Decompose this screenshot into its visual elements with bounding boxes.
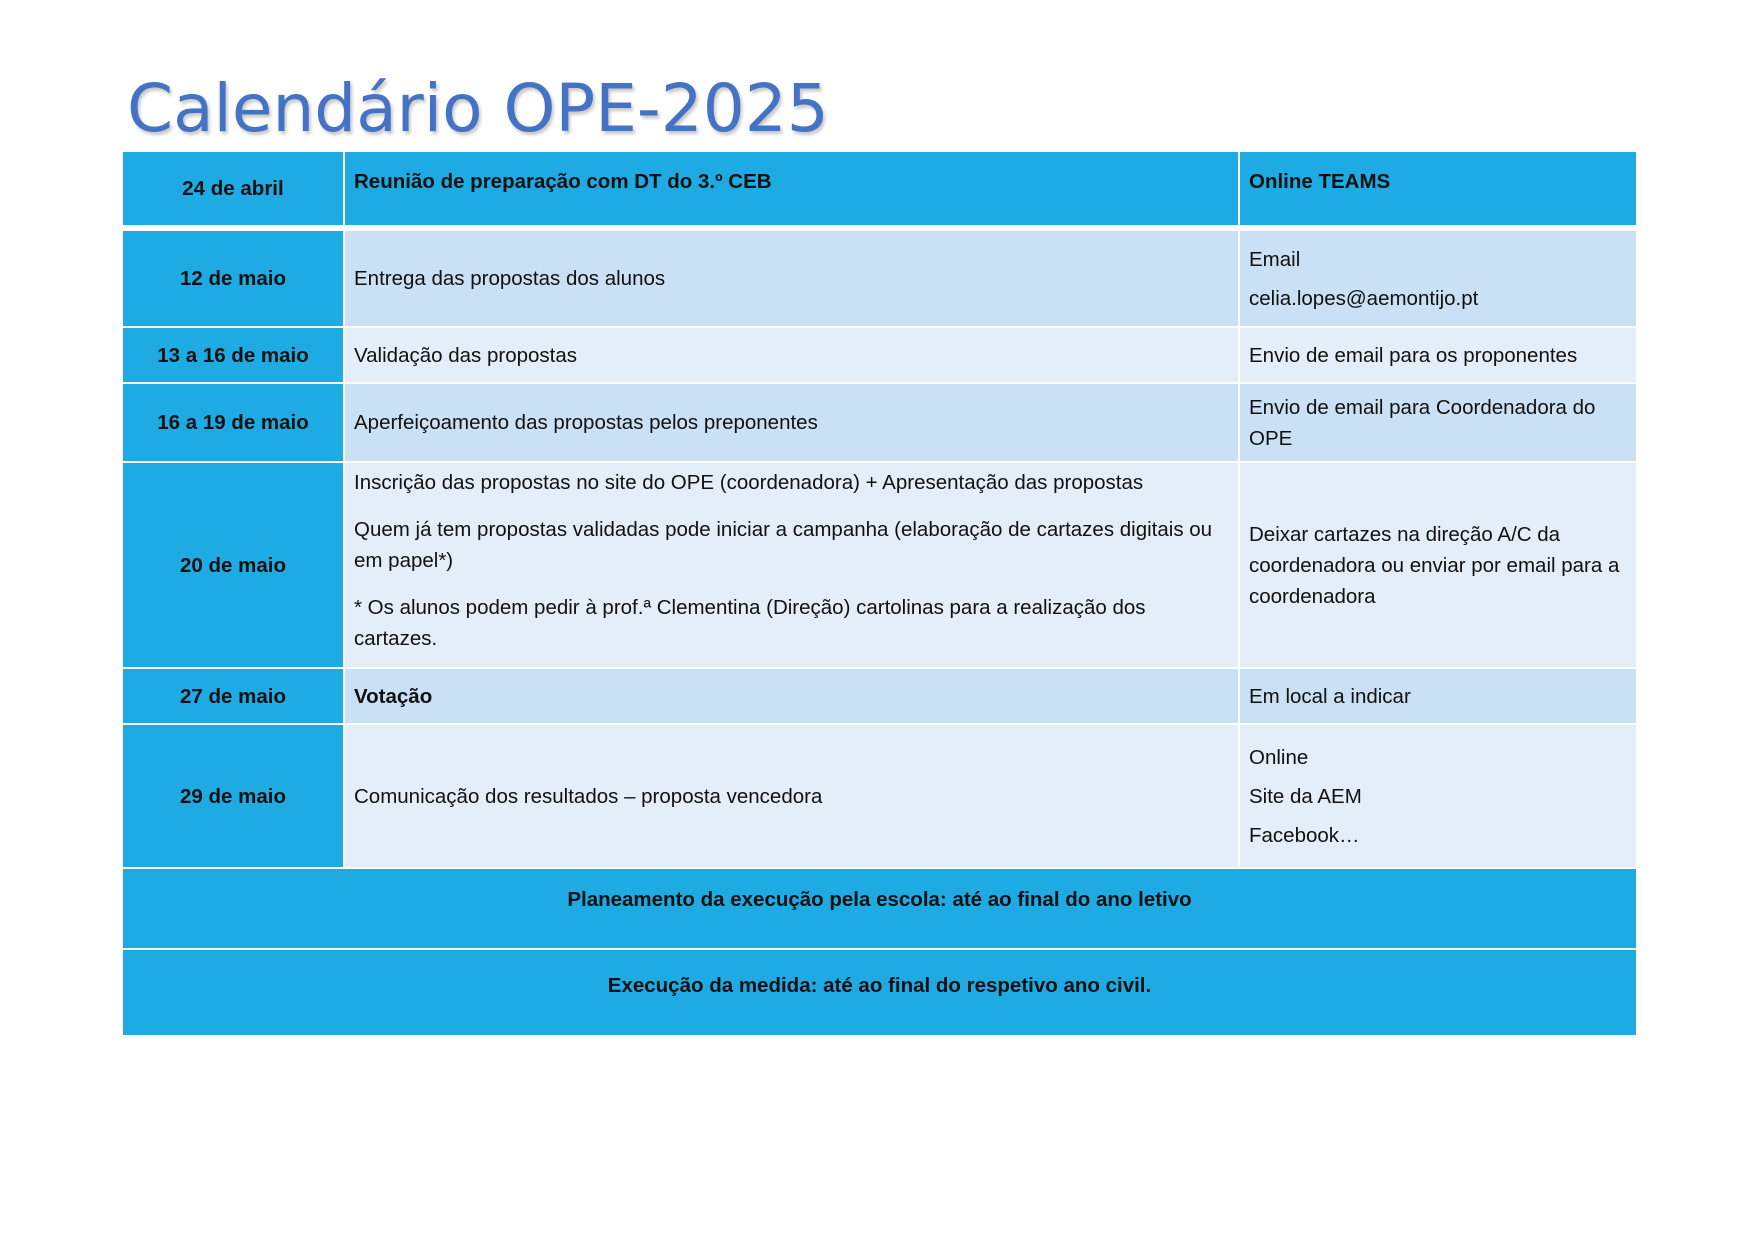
location-text: Site da AEM	[1249, 784, 1362, 808]
email-link[interactable]: celia.lopes@aemontijo.pt	[1249, 286, 1479, 310]
date-cell: 16 a 19 de maio	[123, 384, 345, 463]
activity-text: * Os alunos podem pedir à prof.ª Clementina (Direção) cartolinas para a realização dos cartazes.	[354, 596, 1146, 650]
activity-text: Entrega das propostas dos alunos	[354, 267, 666, 290]
location-text: Deixar cartazes na direção A/C da coordenadora ou enviar por email para a coordenadora	[1249, 522, 1620, 608]
activity-cell	[345, 669, 1240, 725]
location-text: Em local a indicar	[1249, 684, 1411, 708]
location-text: Facebook…	[1249, 823, 1360, 847]
activity-text: Quem já tem propostas validadas pode iniciar a campanha (elaboração de cartazes digitais ou em papel*)	[354, 518, 1213, 572]
activity-text: Inscrição das propostas no site do OPE (coordenadora) + Apresentação das propostas	[354, 471, 1144, 494]
location-text: Online TEAMS	[1249, 170, 1391, 193]
date-cell: 27 de maio	[123, 669, 345, 725]
date-cell: 20 de maio	[123, 463, 345, 669]
location-cell	[1240, 384, 1636, 463]
activity-text: Reunião de preparação com DT do 3.º CEB	[354, 170, 772, 193]
location-text: Envio de email para os proponentes	[1249, 343, 1578, 367]
activity-text: Comunicação dos resultados – proposta vencedora	[354, 784, 823, 808]
page-title: Calendário OPE-2025	[127, 70, 829, 147]
activity-cell	[345, 152, 1240, 231]
date-cell: 24 de abril	[123, 152, 345, 231]
activity-text: Aperfeiçoamento das propostas pelos preponentes	[354, 411, 818, 434]
location-text: Envio de email para Coordenadora do OPE	[1249, 395, 1596, 450]
calendar-table	[123, 152, 1636, 1037]
location-cell	[1240, 152, 1636, 231]
planning-footer-row: Planeamento da execução pela escola: até ao final do ano letivo	[123, 869, 1636, 950]
activity-text: Votação	[354, 684, 433, 708]
location-cell	[1240, 231, 1636, 328]
location-text: Online	[1249, 745, 1309, 769]
activity-text: Validação das propostas	[354, 343, 577, 367]
location-cell	[1240, 669, 1636, 725]
location-cell	[1240, 328, 1636, 384]
activity-cell	[345, 231, 1240, 328]
activity-cell	[345, 384, 1240, 463]
activity-cell	[345, 725, 1240, 869]
date-cell: 12 de maio	[123, 231, 345, 328]
location-text: Email	[1249, 247, 1301, 271]
location-cell	[1240, 463, 1636, 669]
activity-cell	[345, 463, 1240, 669]
execution-footer-row: Execução da medida: até ao final do respetivo ano civil.	[123, 950, 1636, 1037]
date-cell: 29 de maio	[123, 725, 345, 869]
date-cell: 13 a 16 de maio	[123, 328, 345, 384]
activity-cell	[345, 328, 1240, 384]
location-cell	[1240, 725, 1636, 869]
